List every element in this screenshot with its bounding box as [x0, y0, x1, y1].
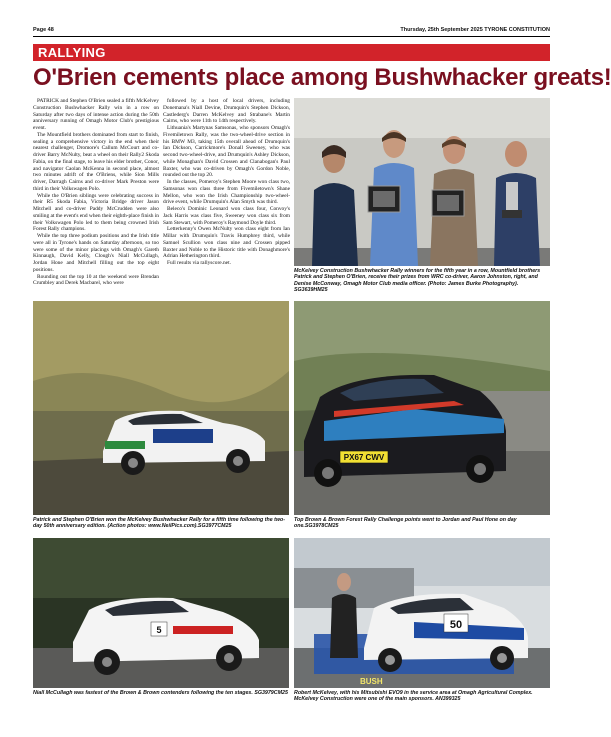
number-plate: PX67 CWV: [343, 453, 385, 462]
article-paragraph: followed by a host of local drivers, including Donemana's Niall Devine, Drumquin's Stephen Dickson, Castlederg's Darren McKelvey and Strabane's Martin Cairns, who were 11th to 14th respectively.: [163, 98, 290, 125]
podium-caption: McKelvey Construction Bushwhacker Rally winners for the fifth year in a row, Mountfield brothers Patrick and Stephen O'Brien, receive their prizes from WRC co-driver, Aaron Johnston, right, and Denise McConway, Omagh Motor Club media officer. (Photo: James Burke Photography). SG3639HM25: [294, 268, 541, 293]
article-paragraph: Lithuania's Martynas Samsonas, who sponsors Omagh's Fivemiletown Rally, was the two-wheel-drive section in his BMW M3, taking 15th overall ahead of Drumquin's Ian Dickson, Carrickmore's Donall Sweeney, who was second two-wheel-drive, and Drumquin's Ashley Dickson, while Monaghan's David Crossen and Clanabogan's Paul Baxter, who was co-driven by Omagh's Gordon Noble, rounded out the top 20.: [163, 125, 290, 179]
car-number: 5: [156, 625, 162, 635]
page-header: [33, 24, 550, 36]
service-area-caption: Robert McKelvey, with his Mitsubishi EVO9 in the service area at Omagh Agricultural Complex. McKelvey Construction were one of the main sponsors. AN399325: [294, 690, 533, 703]
article-paragraph: Letterkenny's Owen McNulty won class eight from Ian Millar with Drumquin's Travis Humphrey third, while Samuel Scullion won class nine and Crossen pipped Baxter and Noble to the Historic title with Donaghmore's Adrian Hetherington third.: [163, 226, 290, 260]
publication-date: Thursday, 25th September 2025 TYRONE CONSTITUTION: [400, 27, 550, 33]
ground-sign: BUSH: [360, 677, 383, 686]
winner-car-photo: [33, 301, 289, 515]
page-number: Page 48: [33, 27, 54, 33]
article-paragraph: Beleco's Dominic Leonard won class four, Convoy's Jack Harris was class five, Sweeney won class six from Sam Stewart, with Pomeroy's Raymond Doyle third.: [163, 206, 290, 226]
article-column-2: [163, 98, 290, 296]
article-column-1: [33, 98, 159, 296]
mccullagh-caption: Niall McCullagh was fastest of the Brown & Brown contenders following the ten stages. SG3979CM25: [33, 690, 288, 696]
article-paragraph: In the classes, Pomeroy's Stephen Moore won class two, Samsonas won class three from Fivemiletown's Shane Mellon, who won the Irish Championship two-wheel-drive event, while Drumquin's Alan Smyth was third.: [163, 179, 290, 206]
fiesta-caption: Top Brown & Brown Forest Rally Challenge points went to Jordan and Paul Hone on day one.SG3978CM25: [294, 517, 517, 530]
article-paragraph: PATRICK and Stephen O'Brien sealed a fifth McKelvey Construction Bushwhacker Rally win in a row on Saturday after two days of intense action during the 50th anniversary running of Omagh Motor Club's prestigious event.: [33, 98, 159, 131]
article-paragraph: The Mountfield brothers dominated from start to finish, sealing a comprehensive victory in the end when their nearest challenger, Dromore's Callum McCourt and co-driver Barry McNulty, beat a wheel on their Rally2 Skoda Fabia, on the final stage, to leave his elder brother, Conor, and navigator Caolan McKenna in second place, almost two minutes adrift of the O'Briens, while Sion Mills driver, Darragh Cairns and co-driver Mark Preston were third in their Volkswagen Polo.: [33, 131, 159, 192]
section-banner: [33, 44, 550, 61]
header-rule: [33, 36, 550, 37]
section-label: RALLYING: [38, 45, 106, 60]
article-paragraph: Rounding out the top 10 at the weekend were Brendan Crumbley and Derek Macbarel, who were: [33, 273, 159, 287]
article-paragraph: While the O'Brien siblings were celebrating success in their R5 Skoda Fabia, Victoria Bridge driver Jason Mitchell and co-driver Paddy McCrudden were also smiling at the event's end when their eighth-place finish in their Volkswagen Polo led to them being crowned Irish Forest Rally champions.: [33, 192, 159, 233]
headline: O'Brien cements place among Bushwhacker greats!: [33, 64, 611, 91]
service-area-photo: [294, 538, 550, 688]
fiesta-car-photo: [294, 301, 550, 515]
article-paragraph: Full results via rallyscore.net.: [167, 260, 231, 266]
podium-photo: [294, 98, 550, 266]
winner-caption: Patrick and Stephen O'Brien won the McKelvey Bushwhacker Rally for a fifth time following the two-day 50th anniversary edition. (Action photos: www.NeilPics.com).SG3977CM25: [33, 517, 286, 530]
door-number: 50: [449, 619, 463, 631]
article-paragraph: While the top three podium positions and the Irish title were all in Tyrone's hands on Saturday afternoon, so too were some of the minor placings with Omagh's Gareth Kinnaugh, David Kelly, Clough's Niall McCullagh, Jordan Hone and Mitchell filling out the top eight positions.: [33, 233, 159, 273]
mccullagh-car-photo: [33, 538, 289, 688]
